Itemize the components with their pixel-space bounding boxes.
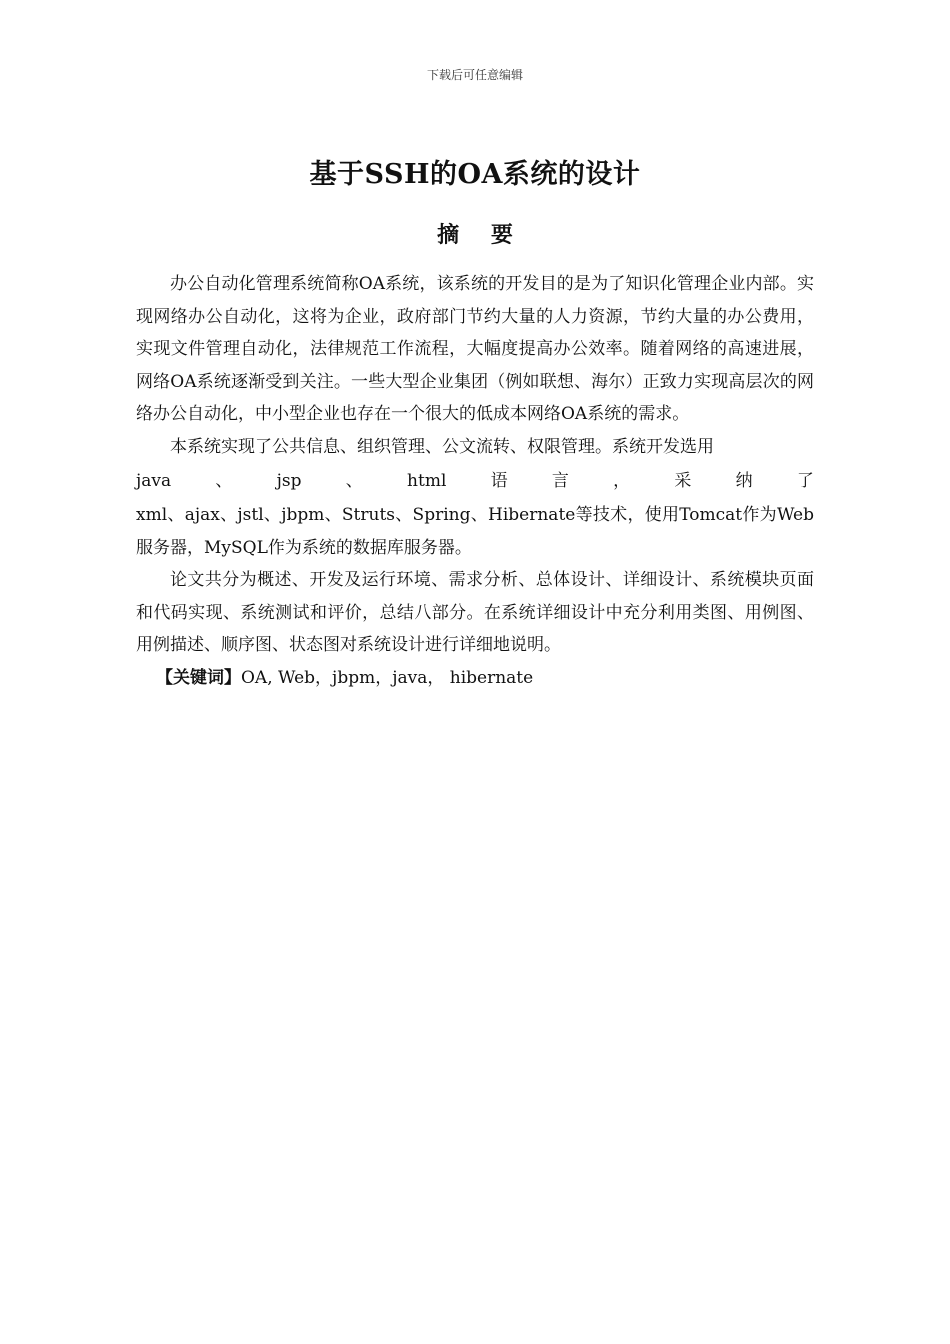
abstract-paragraph-3: 论文共分为概述、开发及运行环境、需求分析、总体设计、详细设计、系统模块页面和代码实现、系统测试和评价，总结八部分。在系统详细设计中充分利用类图、用例图、用例描述、顺序图、状态图对系统设计进行详细地说明。 xyxy=(136,570,814,655)
abstract-paragraph-2-first-line: 本系统实现了公共信息、组织管理、公文流转、权限管理。系统开发选用 xyxy=(170,436,714,457)
spread-token: jsp xyxy=(276,471,302,491)
abstract-paragraph-2-spread-line xyxy=(136,463,814,499)
spread-token: 纳 xyxy=(735,471,753,491)
abstract-body xyxy=(136,268,814,694)
spread-token: java xyxy=(136,471,172,491)
spread-token: ， xyxy=(613,471,631,491)
spread-token: 语 xyxy=(490,471,508,491)
abstract-paragraph-1: 办公自动化管理系统简称OA系统，该系统的开发目的是为了知识化管理企业内部。实现网络办公自动化，这将为企业，政府部门节约大量的人力资源，节约大量的办公费用，实现文件管理自动化，法律规范工作流程，大幅度提高办公效率。随着网络的高速进展，网络OA系统逐渐受到关注。一些大型企业集团（例如联想、海尔）正致力实现高层次的网络办公自动化，中小型企业也存在一个很大的低成本网络OA系统的需求。 xyxy=(136,274,814,424)
spread-token: 、 xyxy=(215,471,233,491)
keywords-value: OA, Web，jbpm，java， hibernate xyxy=(241,667,534,688)
spread-token: html xyxy=(407,471,447,491)
header-note: 下载后可任意编辑 xyxy=(426,68,523,82)
spread-token: 言 xyxy=(551,471,569,491)
keywords-line xyxy=(136,662,814,695)
abstract-paragraph-2-rest: xml、ajax、jstl、jbpm、Struts、Spring、Hibernate等技术，使用Tomcat作为Web服务器，MySQL作为系统的数据库服务器。 xyxy=(136,505,814,558)
spread-token: 采 xyxy=(674,471,692,491)
abstract-heading: 摘 要 xyxy=(437,222,525,248)
keywords-label: 【关键词】 xyxy=(156,667,241,688)
spread-token: 了 xyxy=(796,471,814,491)
spread-token: 、 xyxy=(345,471,363,491)
document-title: 基于SSH的OA系统的设计 xyxy=(309,159,641,190)
